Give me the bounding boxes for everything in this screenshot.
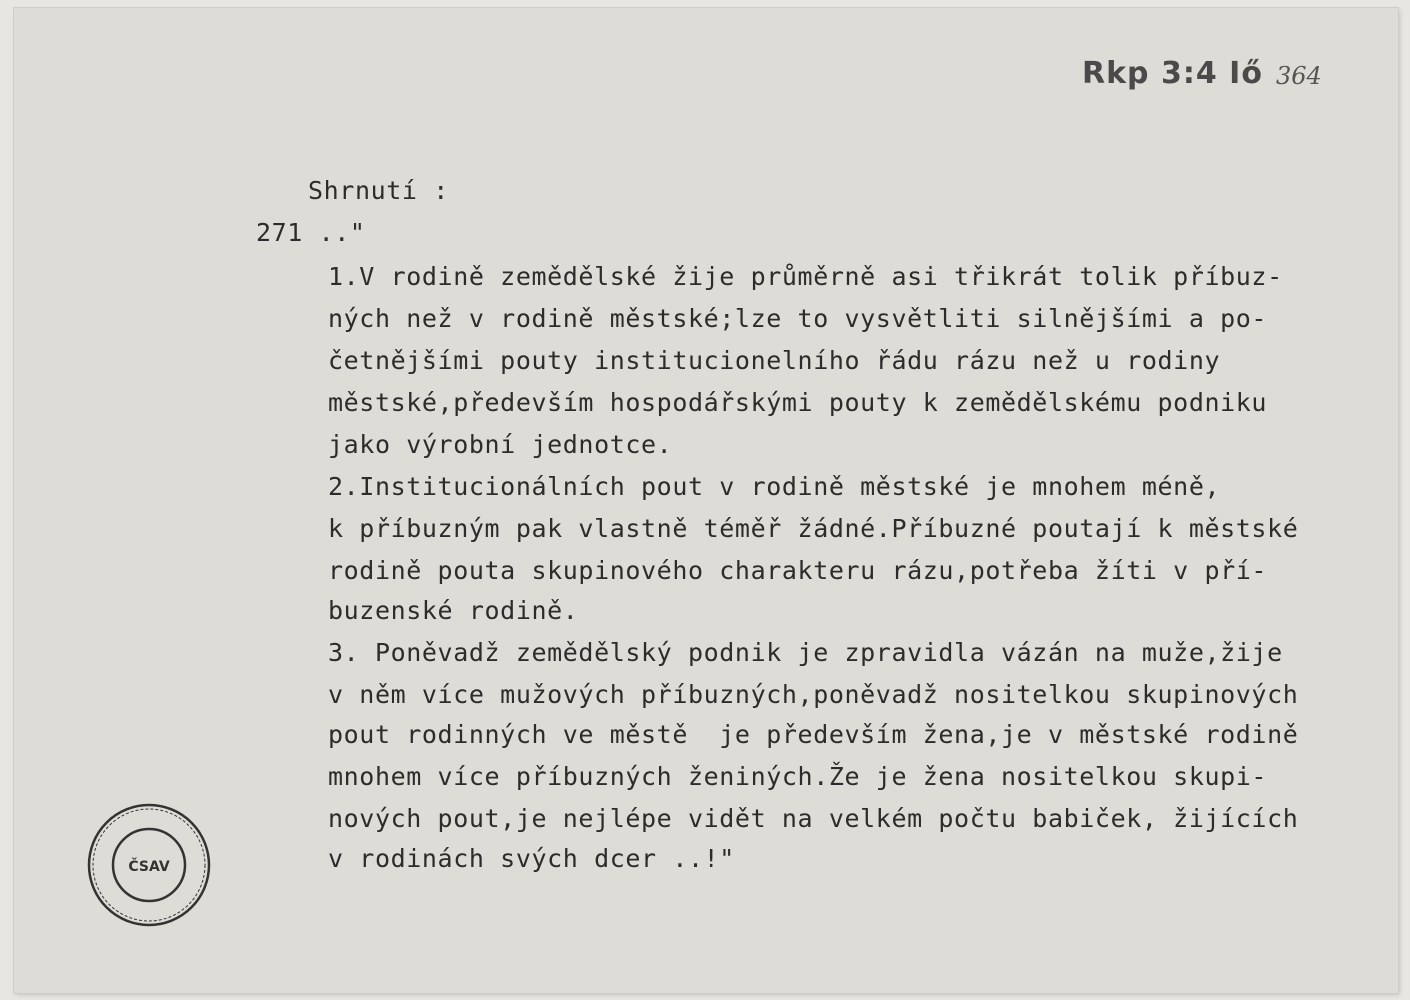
text-line: 3. Poněvadž zemědělský podnik je zpravidla vázán na muže,žije <box>328 638 1283 667</box>
text-line: nových pout,je nejlépe vidět na velkém počtu babiček, žijících <box>328 804 1299 833</box>
text-line: ných než v rodině městské;lze to vysvětliti silnějšími a po- <box>328 304 1268 333</box>
text-line: v něm více mužových příbuzných,poněvadž nositelkou skupinových <box>328 680 1299 709</box>
text-line: četnějšími pouty institucionelního řádu rázu než u rodiny <box>328 346 1221 375</box>
call-number: Rkp 3:4 Iő <box>1082 56 1263 91</box>
text-line: v rodinách svých dcer ..!" <box>328 844 735 873</box>
text-line: městské,především hospodářskými pouty k zemědělskému podniku <box>328 388 1268 417</box>
text-line: pout rodinných ve městě je především žena,je v městské rodině <box>328 720 1299 749</box>
text-line: buzenské rodině. <box>328 596 579 625</box>
text-line: rodině pouta skupinového charakteru rázu,potřeba žíti v pří- <box>328 556 1268 585</box>
text-line: 1.V rodině zemědělské žije průměrně asi třikrát tolik příbuz- <box>328 262 1283 291</box>
text-line: 2.Institucionálních pout v rodině městské je mnohem méně, <box>328 472 1221 501</box>
stamp-center-text: ČSAV <box>128 859 170 875</box>
reference-line: 271 .." <box>256 218 366 247</box>
text-line: jako výrobní jednotce. <box>328 430 673 459</box>
heading: Shrnutí : <box>308 176 449 205</box>
text-line: mnohem více příbuzných ženiných.Že je žena nositelkou skupi- <box>328 762 1268 791</box>
institute-stamp <box>84 800 214 930</box>
text-line: k příbuzným pak vlastně téměř žádné.Příbuzné poutají k městské <box>328 514 1299 543</box>
handwritten-number: 364 <box>1276 62 1322 90</box>
